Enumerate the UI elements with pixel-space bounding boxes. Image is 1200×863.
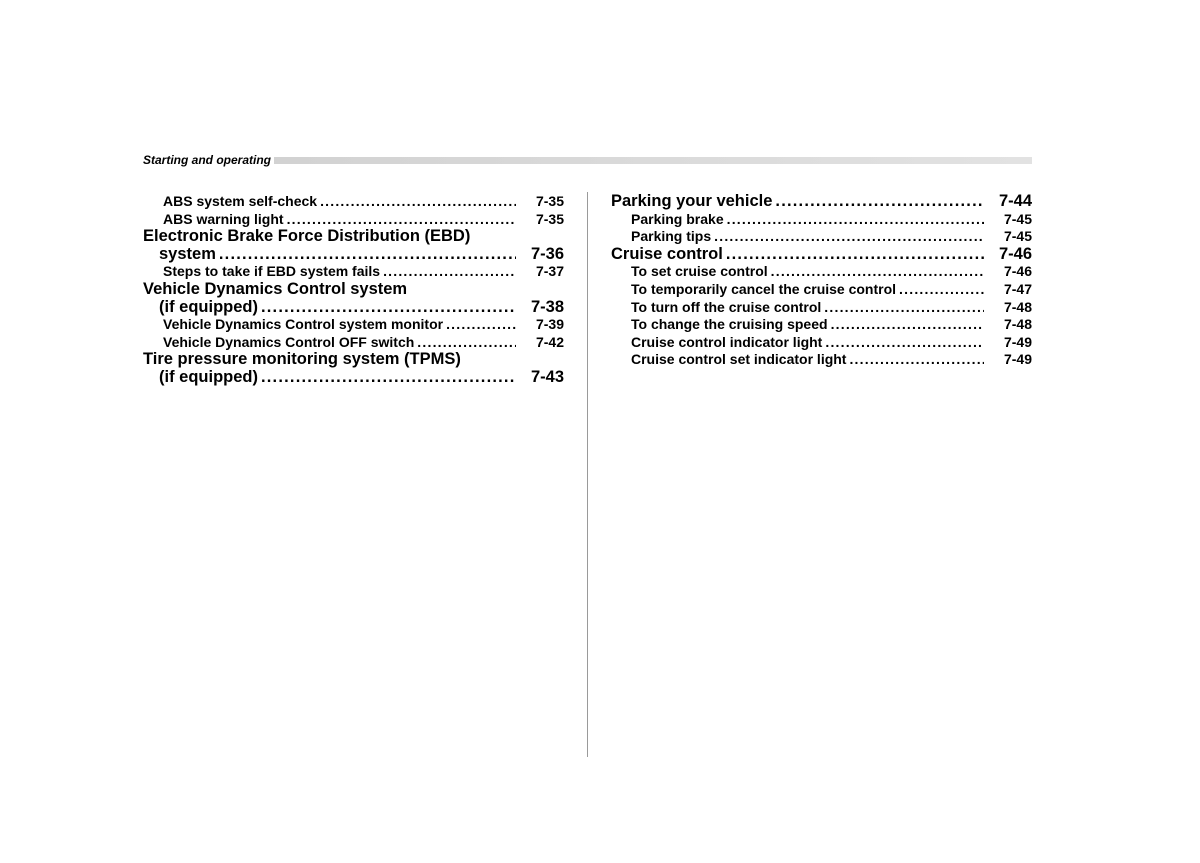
dot-leader — [775, 193, 984, 211]
toc-entry-label: (if equipped) — [159, 297, 258, 316]
toc-entry-page: 7-46 — [1003, 263, 1032, 280]
toc-entry-label: ABS warning light — [163, 210, 284, 227]
toc-entry-label: Parking your vehicle — [611, 192, 773, 210]
dot-leader — [899, 281, 984, 299]
dot-leader — [417, 334, 516, 352]
toc-entry-page: 7-36 — [530, 244, 564, 263]
dot-leader — [261, 299, 516, 317]
toc-entry-label: Vehicle Dynamics Control OFF switch — [163, 333, 415, 350]
section-title: Starting and operating — [143, 153, 274, 167]
toc-column-right — [611, 193, 1032, 369]
toc-entry-label: To change the cruising speed — [631, 316, 828, 333]
toc-entry-page: 7-49 — [1003, 351, 1032, 368]
toc-entry-abs-self-check[interactable] — [143, 193, 564, 211]
toc-entry-cruise-set-indicator[interactable] — [611, 351, 1032, 369]
toc-entry-vdc[interactable] — [143, 299, 564, 317]
toc-entry-abs-warning-light[interactable] — [143, 211, 564, 229]
toc-entry-label: Cruise control indicator light — [631, 333, 823, 350]
toc-entry-label: To temporarily cancel the cruise control — [631, 280, 897, 297]
toc-entry-page: 7-35 — [535, 193, 564, 209]
toc-entry-label: Parking tips — [631, 228, 712, 245]
toc-entry-page: 7-47 — [1003, 280, 1032, 297]
toc-heading-vdc: Vehicle Dynamics Control system — [143, 279, 408, 298]
dot-leader — [320, 193, 516, 211]
dot-leader — [726, 246, 984, 264]
dot-leader — [727, 211, 984, 229]
toc-entry-page: 7-48 — [1003, 298, 1032, 315]
toc-entry-cruise-set[interactable] — [611, 263, 1032, 281]
toc-entry-label: Steps to take if EBD system fails — [163, 263, 381, 280]
dot-leader — [383, 263, 516, 281]
dot-leader — [261, 369, 516, 387]
dot-leader — [287, 211, 516, 229]
dot-leader — [825, 334, 984, 352]
toc-entry-parking-tips[interactable] — [611, 228, 1032, 246]
column-divider — [587, 192, 588, 757]
toc-entry-page: 7-42 — [535, 333, 564, 350]
toc-entry-page: 7-45 — [1003, 228, 1032, 245]
toc-entry-page: 7-35 — [535, 210, 564, 227]
toc-entry-page: 7-45 — [1003, 210, 1032, 227]
toc-entry-label: Parking brake — [631, 210, 724, 227]
toc-entry-label: Cruise control set indicator light — [631, 351, 847, 368]
toc-column-left — [143, 193, 564, 387]
toc-entry-page: 7-37 — [535, 263, 564, 280]
toc-entry-page: 7-44 — [998, 192, 1032, 210]
dot-leader — [831, 316, 984, 334]
dot-leader — [714, 228, 984, 246]
toc-entry-page: 7-49 — [1003, 333, 1032, 350]
header-bar — [143, 157, 1032, 164]
toc-entry-page: 7-46 — [998, 244, 1032, 263]
toc-entry-vdc-monitor[interactable] — [143, 316, 564, 334]
dot-leader — [824, 299, 984, 317]
toc-heading-tpms: Tire pressure monitoring system (TPMS) — [143, 350, 461, 369]
toc-entry-cruise-temp-cancel[interactable] — [611, 281, 1032, 299]
toc-entry-vdc-off-switch[interactable] — [143, 334, 564, 352]
toc-entry-parking-brake[interactable] — [611, 211, 1032, 229]
toc-heading-ebd: Electronic Brake Force Distribution (EBD) — [143, 227, 471, 246]
toc-entry-label: To set cruise control — [631, 263, 768, 280]
toc-entry-page: 7-39 — [535, 316, 564, 333]
toc-entry-label: ABS system self-check — [163, 193, 318, 209]
toc-entry-cruise-control[interactable] — [611, 246, 1032, 264]
toc-entry-parking[interactable] — [611, 193, 1032, 211]
toc-entry-ebd[interactable] — [143, 246, 564, 264]
toc-entry-label: To turn off the cruise control — [631, 298, 822, 315]
toc-entry-page: 7-48 — [1003, 316, 1032, 333]
toc-entry-label: system — [159, 244, 216, 263]
toc-entry-tpms[interactable] — [143, 369, 564, 387]
toc-entry-label: Cruise control — [611, 244, 723, 263]
toc-entry-cruise-change-speed[interactable] — [611, 316, 1032, 334]
toc-entry-cruise-off[interactable] — [611, 299, 1032, 317]
dot-leader — [771, 263, 984, 281]
dot-leader — [849, 351, 984, 369]
toc-entry-label: Vehicle Dynamics Control system monitor — [163, 316, 444, 333]
dot-leader — [219, 246, 516, 264]
toc-entry-label: (if equipped) — [159, 367, 258, 386]
toc-entry-page: 7-38 — [530, 297, 564, 316]
dot-leader — [446, 316, 516, 334]
toc-entry-cruise-indicator[interactable] — [611, 334, 1032, 352]
toc-entry-ebd-fails[interactable] — [143, 263, 564, 281]
toc-entry-page: 7-43 — [530, 367, 564, 386]
